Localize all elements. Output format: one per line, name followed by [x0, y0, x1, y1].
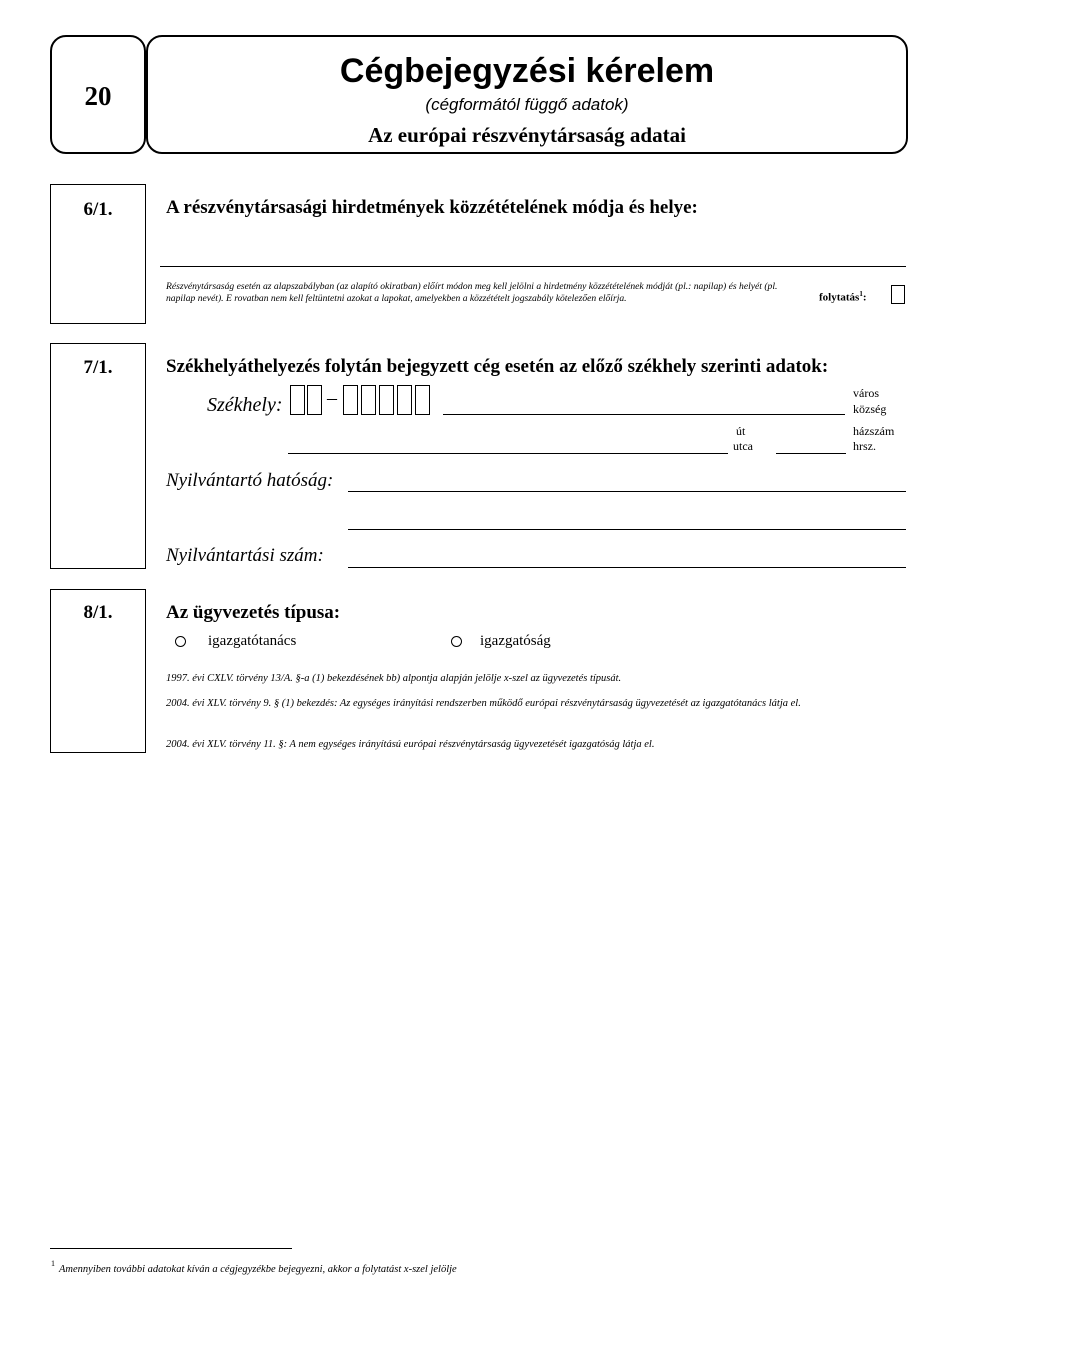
- section-8-number-box: [50, 589, 146, 753]
- continuation-colon: :: [862, 291, 867, 304]
- postcode-cell-5[interactable]: [379, 385, 394, 415]
- postcode-cell-3[interactable]: [343, 385, 358, 415]
- section-8-note-3: 2004. évi XLV. törvény 11. §: A nem egységes irányítású európai részvénytársaság ügyvezetését igazgatóság látja el.: [166, 739, 655, 750]
- street-input-line[interactable]: [288, 453, 728, 454]
- page-subtitle: (cégformától függő adatok): [425, 95, 629, 114]
- city-label-1: város: [853, 386, 879, 400]
- postcode-dash: –: [327, 387, 337, 409]
- postcode-cell-7[interactable]: [415, 385, 430, 415]
- house-label-1: házszám: [853, 424, 895, 438]
- postcode-cell-2[interactable]: [307, 385, 322, 415]
- section-8-heading: Az ügyvezetés típusa:: [166, 602, 341, 623]
- postcode-cell-4[interactable]: [361, 385, 376, 415]
- section-8-note-2: 2004. évi XLV. törvény 9. § (1) bekezdés: Az egységes irányítási rendszerben működő európai részvénytársaság ügyvezetését az igazgatótanács látja el.: [166, 698, 801, 709]
- postcode-cell-1[interactable]: [290, 385, 305, 415]
- house-label-2: hrsz.: [853, 439, 876, 453]
- street-label-2: utca: [733, 439, 753, 453]
- footnote-separator: [50, 1248, 292, 1249]
- city-input-line[interactable]: [443, 414, 845, 415]
- publication-input-line[interactable]: [160, 266, 906, 267]
- section-title: Az európai részvénytársaság adatai: [368, 123, 686, 147]
- option-igazgatosag-label: igazgatóság: [480, 633, 551, 649]
- seat-label: Székhely:: [207, 394, 283, 416]
- continuation-checkbox[interactable]: [891, 285, 905, 304]
- page-number-box: [50, 35, 146, 154]
- title-box: [146, 35, 908, 154]
- section-6-number: 6/1.: [83, 199, 113, 220]
- section-7-heading: Székhelyáthelyezés folytán bejegyzett cég esetén az előző székhely szerinti adatok:: [166, 356, 829, 377]
- radio-igazgatosag[interactable]: [451, 636, 462, 647]
- section-6-number-box: [50, 184, 146, 324]
- radio-igazgatotanacs[interactable]: [175, 636, 186, 647]
- page-number: 20: [84, 81, 112, 111]
- page-title: Cégbejegyzési kérelem: [339, 52, 715, 90]
- street-label-1: út: [736, 424, 746, 438]
- authority-input-line-1[interactable]: [348, 491, 906, 492]
- option-igazgatotanacs-label: igazgatótanács: [208, 633, 297, 649]
- reg-number-label: Nyilvántartási szám:: [166, 545, 324, 566]
- section-6-note: Részvénytársaság esetén az alapszabályban (az alapító okiratban) előírt módon meg kell jelölni a hirdetmény közzétételének módját (pl.: napilap) és helyét (pl. napilap nevét). E rovatban nem kell feltüntetni azokat a lapokat, amelyekben a közzétételt jogszabály kötelezően előírja.: [166, 281, 778, 304]
- city-label-2: község: [853, 402, 887, 416]
- section-7-number-box: [50, 343, 146, 569]
- house-number-input-line[interactable]: [776, 453, 846, 454]
- footnote-marker: 1: [51, 1259, 55, 1268]
- continuation-footnote-ref: 1: [859, 290, 863, 298]
- section-7-number: 7/1.: [83, 357, 113, 378]
- postcode-cell-6[interactable]: [397, 385, 412, 415]
- continuation-text: folytatás: [819, 291, 860, 304]
- section-6-heading: A részvénytársasági hirdetmények közzétételének módja és helye:: [166, 197, 698, 218]
- footnote-text: Amennyiben további adatokat kíván a cégjegyzékbe bejegyezni, akkor a folytatást x-szel jelölje: [59, 1264, 457, 1275]
- continuation-label: [819, 290, 867, 304]
- authority-label: Nyilvántartó hatóság:: [166, 470, 334, 491]
- authority-input-line-2[interactable]: [348, 529, 906, 530]
- section-8-number: 8/1.: [83, 602, 113, 623]
- reg-number-input-line[interactable]: [348, 567, 906, 568]
- section-8-note-1: 1997. évi CXLV. törvény 13/A. §-a (1) bekezdésének bb) alpontja alapján jelölje x-szel az ügyvezetés típusát.: [166, 673, 622, 684]
